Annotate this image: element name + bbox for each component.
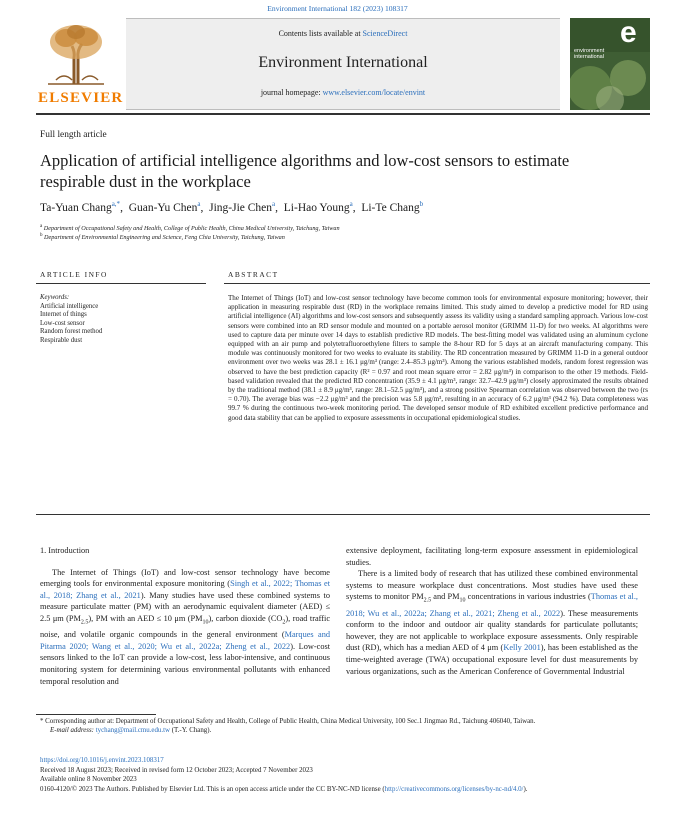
author-affil-mark[interactable]: b — [419, 200, 424, 208]
journal-cover-thumbnail[interactable] — [570, 18, 650, 110]
contents-line — [126, 29, 560, 38]
keyword: Low-cost sensor — [40, 319, 85, 327]
subscript: 10 — [459, 598, 466, 605]
cover-letter: e — [620, 18, 637, 49]
homepage-line — [126, 88, 560, 97]
author-affil-mark[interactable]: a — [197, 200, 201, 208]
text-run: concentrations in various industries ( — [465, 592, 591, 602]
author-affil-mark[interactable]: a — [349, 200, 353, 208]
license-line — [40, 785, 640, 795]
keyword: Random forest method — [40, 328, 103, 335]
journal-banner — [126, 18, 560, 110]
affiliation-text: Department of Occupational Safety and Health, College of Public Health, China Medical University, Taichung, Taiwan — [43, 225, 340, 233]
author-affil-mark[interactable]: a — [272, 200, 276, 208]
journal-citation[interactable]: Environment International 182 (2023) 108317 — [267, 4, 408, 13]
intro-paragraph: extensive deployment, facilitating long-term exposure assessment in epidemiological studies. — [346, 546, 638, 567]
affiliation-a — [40, 224, 340, 232]
subscript: 2.5 — [80, 619, 89, 626]
journal-name: Environment International — [258, 54, 428, 71]
elsevier-wordmark: ELSEVIER — [38, 90, 124, 106]
text-run: ). Low-cost sensors linked to the IoT can provide a low-cost, less labor-intensive, and continuous monitoring system for determining various environmental pollutants with enhanced temporal resolution and — [40, 641, 331, 686]
abstract-bottom-rule — [36, 514, 650, 515]
text-run: ), has been established as the time-weighted average (TWA) occupational exposure level for dust measurements by various organizations, such as the American Conference of Governmental Industrial — [346, 643, 638, 676]
license-text: 0160-4120/© 2023 The Authors. Published by Elsevier Ltd. This is an open access article under the CC BY-NC-ND license ( — [40, 785, 385, 793]
abstract-heading: ABSTRACT — [228, 270, 279, 279]
intro-right-column — [346, 545, 638, 677]
subscript: 2.5 — [423, 598, 432, 605]
subscript: 2 — [282, 619, 286, 626]
text-run: ), road traffic noise, and volatile organic compounds in the general environment ( — [40, 613, 331, 640]
masthead — [36, 18, 650, 110]
text-run: ). Many studies have used these combined systems to measure particulate matter (PM) with an aerodynamic equivalent diameter (AED) ≤ 2.5 μm (PM — [40, 590, 330, 623]
affiliation-text: Department of Environmental Engineering and Science, Feng Chia University, Taichung, Taiwan — [44, 234, 285, 242]
doi-link[interactable]: https://doi.org/10.1016/j.envint.2023.108317 — [40, 757, 164, 764]
intro-left-column — [40, 545, 330, 687]
footnote — [40, 717, 640, 736]
affiliation-b — [40, 233, 285, 241]
footnote-rule — [36, 714, 156, 715]
keywords-panel — [40, 294, 204, 345]
affiliation-mark: b — [40, 233, 43, 238]
author-name[interactable]: Guan-Yu Chen — [128, 201, 198, 214]
text-run: ), PM with an AED ≤ 10 μm (PM — [88, 613, 203, 623]
online-date: Available online 8 November 2023 — [40, 776, 137, 784]
author-name[interactable]: Jing-Jie Chen — [209, 201, 273, 214]
author-name[interactable]: Ta-Yuan Chang — [40, 201, 112, 214]
sciencedirect-link[interactable]: ScienceDirect — [362, 29, 408, 38]
text-run: ). These measurements conform to the indoor and outdoor air quality standards for particulate pollutants; however, they are not applicable to workplace exposure assessments. Only respirable dust (RD), which has a median AED of 4 μm ( — [346, 608, 639, 653]
received-dates: Received 18 August 2023; Received in revised form 12 October 2023; Accepted 7 November 2023 — [40, 766, 313, 774]
email-suffix: (T.-Y. Chang). — [169, 727, 212, 735]
keywords-label: Keywords: — [40, 294, 70, 301]
citation-link[interactable]: Thomas et al., 2018; Wu et al., 2022a; Zhang et al., 2021; Zheng et al., 2022 — [346, 592, 638, 618]
elsevier-logo[interactable] — [36, 18, 124, 110]
masthead-divider — [36, 113, 650, 115]
text-run: There is a limited body of research that has utilized these combined environmental systems to measure workplace dust concentrations. Most studies have used these systems to monitor PM — [346, 569, 638, 602]
author-list: Ta-Yuan Chang$^{a,*}$, Guan-Yu Chen$^a$, Jing-Jie Chen$^a$, Li-Hao Young$^a$, Li-Te Chang$^b$ — [40, 200, 424, 214]
abstract-rule — [224, 283, 650, 284]
contents-prefix: Contents lists available at — [278, 29, 361, 38]
email-line — [40, 726, 640, 735]
text-run: The Internet of Things (IoT) and low-cost sensor technology have become emerging tools for environmental exposure monitoring ( — [40, 567, 330, 589]
article-type: Full length article — [40, 130, 107, 140]
email-label: E-mail address: — [50, 727, 94, 735]
keyword: Respirable dust — [40, 336, 83, 344]
intro-paragraph — [346, 568, 638, 677]
text-run: ), carbon dioxide (CO — [208, 613, 283, 623]
email-link[interactable]: tychang@mail.cmu.edu.tw — [95, 727, 170, 735]
author-name[interactable]: Li-Hao Young — [283, 201, 350, 214]
homepage-link[interactable]: www.elsevier.com/locate/envint — [322, 88, 426, 97]
affiliation-mark: a — [40, 224, 43, 229]
corresponding-author-note: * Corresponding author at: Department of Occupational Safety and Health, College of Public Health, China Medical University, 100 Sec.1 Jingmao Rd., Taichung 406040, Taiwan. — [40, 718, 536, 725]
keyword: Internet of things — [40, 311, 87, 318]
article-info-heading: ARTICLE INFO — [40, 270, 108, 279]
author-affil-mark[interactable]: a,* — [111, 200, 121, 208]
license-text: ). — [523, 785, 528, 793]
cover-image-icon — [570, 18, 650, 110]
citation-link[interactable]: Kelly 2001 — [503, 643, 541, 653]
article-info-rule — [36, 283, 206, 284]
license-link[interactable]: http://creativecommons.org/licenses/by-nc-nd/4.0/ — [384, 785, 524, 793]
subscript: 10 — [202, 619, 209, 626]
author-name[interactable]: Li-Te Chang — [361, 201, 420, 214]
elsevier-tree-icon — [44, 22, 108, 86]
text-run: and PM — [431, 592, 460, 602]
citation-link[interactable]: Marques and Pitarma 2020; Wang et al., 2020; Wu et al., 2022a; Zheng et al., 2022 — [40, 630, 330, 651]
intro-heading: 1. Introduction — [40, 546, 90, 555]
cover-title: environment international — [574, 48, 605, 60]
citation-link[interactable]: Singh et al., 2022; Thomas et al., 2018; Zhang et al., 2021 — [40, 579, 331, 600]
article-metadata — [40, 756, 640, 794]
intro-paragraph — [40, 567, 330, 688]
article-title: Application of artificial intelligence algorithms and low-cost sensors to estimate respirable dust in the workplace — [40, 151, 570, 191]
keyword: Artificial intelligence — [40, 302, 99, 310]
abstract-text: The Internet of Things (IoT) and low-cost sensor technology have become common tools for environmental exposure monitoring; however, their application in measuring respirable dust (RD) in the workplace remains limited. This study aimed to develop a predictive model for RD using artificial intelligence (AI) algorithms and low-cost sensors and subsequently assess its validity using a standard sampling approach. Various low-cost sensors were combined into an RD sensor module and mounted on a portable aerosol monitor (GRIMM 11-D) for two weeks. AI algorithms were used to capture data per minute over 14 days to establish predictive RD models. The best-fitting model was validated using an aluminum cyclone equipped with an air pump and polytetrafluoroethylene filters to sample the 8-hour RD for 5 days at an aircraft manufacturing company. This module was continuously monitored for two weeks to evaluate its stability. The RD concentration measured by GRIMM 11-D in a general outdoor environment over two weeks was 28.1 ± 16.1 μg/m³ (range: 2.4–85.3 μg/m³). Among the various established models, random forest regression was observed to have the best prediction capacity (R² = 0.97 and root mean square error = 2.82 μg/m³) in comparison to the other 19 methods. Field-based validation revealed that the predicted RD concentration (35.9 ± 4.1 μg/m³, range: 32.7–42.9 μg/m³) closely approximated the results obtained by the traditional method (38.1 ± 8.9 μg/m³, range: 28.1–52.5 μg/m³), and a strong positive Spearman correlation was observed between the two (rs = 0.70). The average bias was −2.2 μg/m³ and the precision was 5.8 μg/m³, resulting in an accuracy of 6.2 μg/m³ (94.2 %). Data completeness was 99.7 % during the continuous two-week monitoring period. The developed sensor module of RD exhibited excellent predictive performance and good data stability that can be applied to exposure assessments in occupational epidemiological studies. — [228, 294, 648, 422]
homepage-prefix: journal homepage: — [260, 88, 321, 97]
